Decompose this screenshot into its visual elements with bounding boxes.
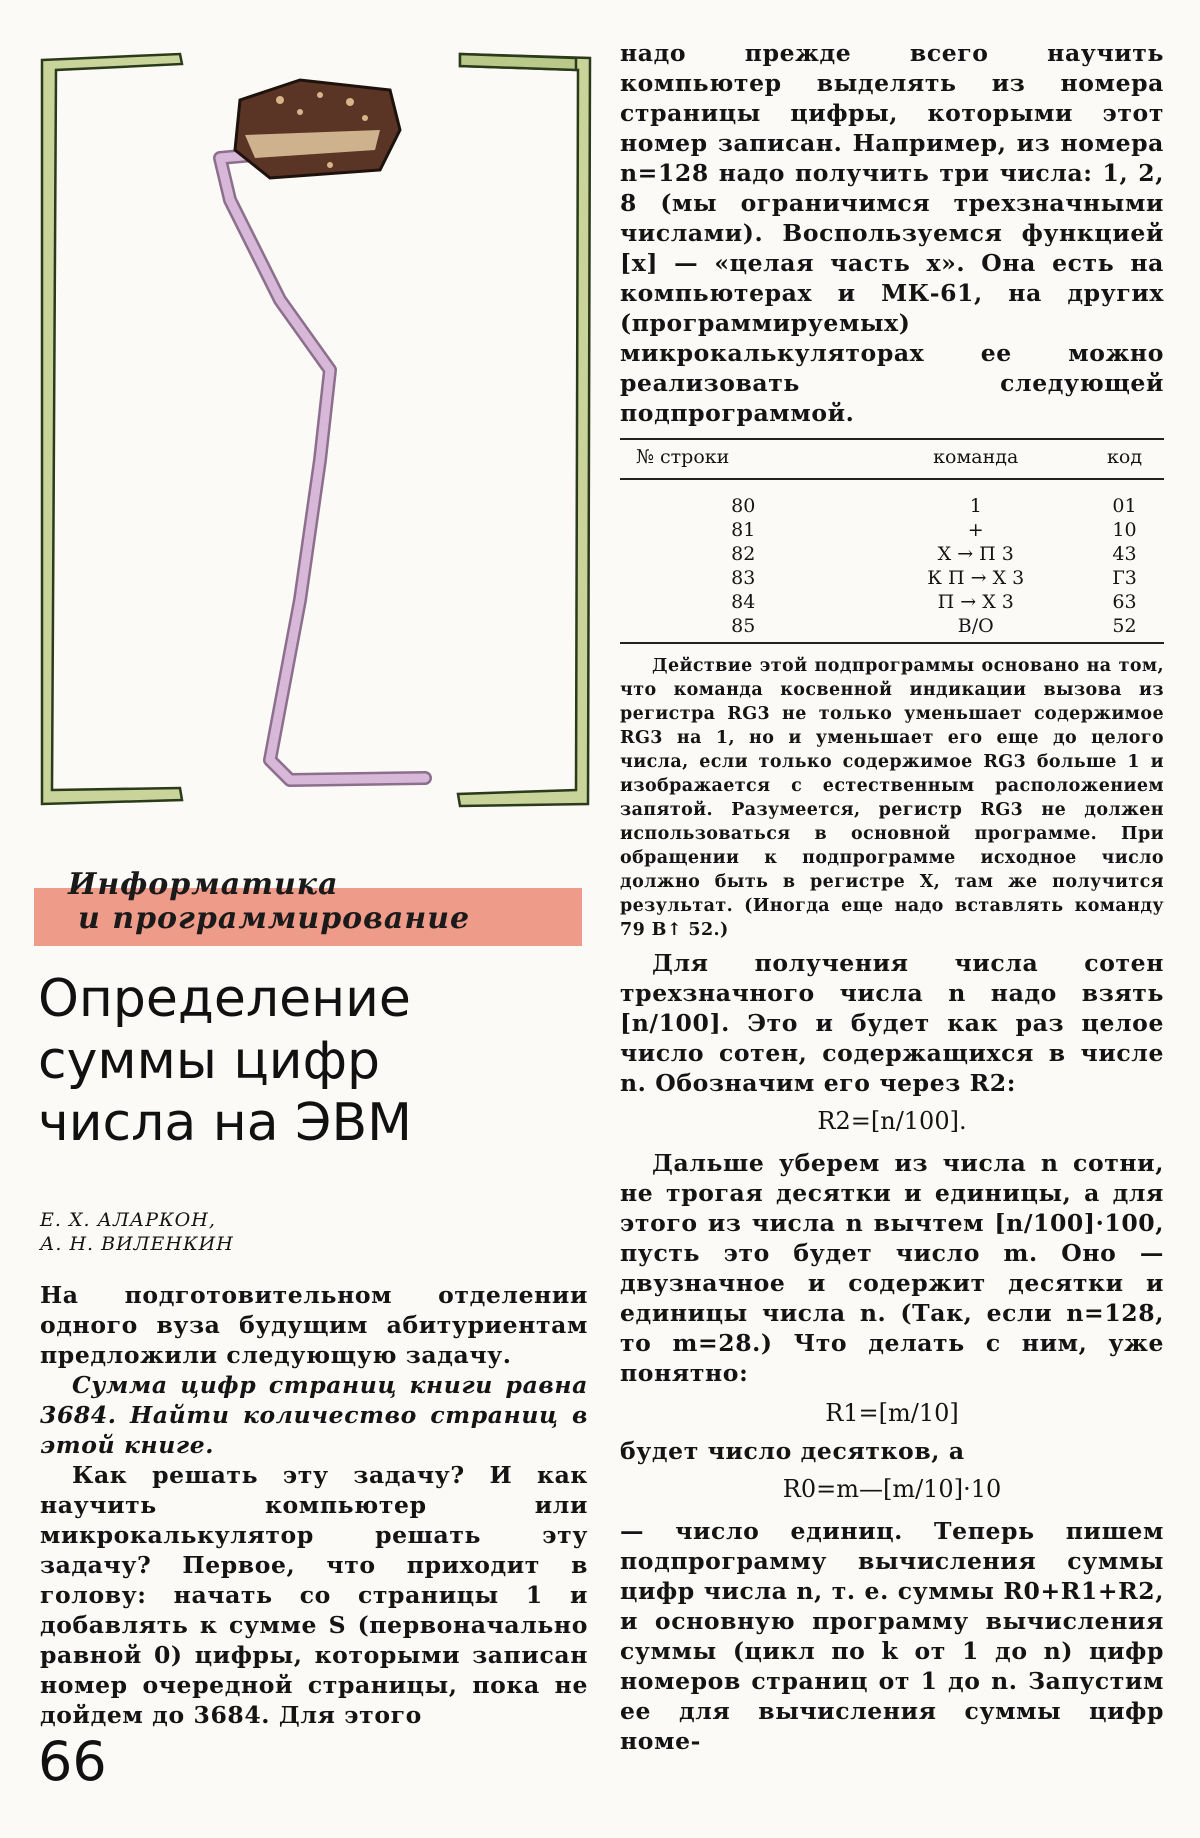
author-1: Е. Х. АЛАРКОН, [40,1209,216,1231]
table-row [620,590,1164,614]
cell-code: 01 [1112,495,1137,517]
author-2: А. Н. ВИЛЕНКИН [40,1233,234,1255]
rubric-line-2: и программирование [78,901,471,936]
rubric-line-1: Информатика [68,867,339,902]
cell-command: П → X 3 [937,591,1014,613]
cell-line: 84 [731,591,756,613]
table-row [620,542,1164,566]
cell-code: 63 [1112,591,1137,613]
cell-line: 81 [731,519,756,541]
right-paragraph-3: Дальше уберем из числа n сотни, не трогая десятки и единицы, а для этого из числа n вычтем [n/100]·100, пусть это будет число m. Оно — двузначное и содержит десятки и единицы числа n. (Так, если n=128, то m=28.) Что делать с ним, уже понятно: [620,1149,1164,1387]
formula-r2: R2=[n/100]. [817,1107,967,1135]
table-header-line: № строки [620,439,866,479]
sigma-illustration [30,40,605,820]
cell-command: X → П 3 [937,543,1014,565]
right-bracket [458,54,590,806]
subroutine-table [620,438,1164,644]
left-paragraph: Как решать эту задачу? И как научить компьютер или микрокалькулятор решать эту задачу? Первое, что приходит в голову: начать со страницы 1 и добавлять к сумме S (первоначально равной 0) цифры, которыми записан номер очередной страницы, пока не дойдем до 3684. Для этого [40,1461,588,1729]
left-bracket [42,54,182,804]
rubric-label [68,868,568,936]
article-title [38,968,598,1154]
cell-command: + [967,519,984,541]
title-line-2: суммы цифр [38,1031,381,1091]
top-right-stub [460,54,576,70]
table-row [620,479,1164,518]
text-between-formulas: будет число десятков, а [620,1437,965,1465]
table-row [620,518,1164,542]
cell-code: 52 [1085,614,1164,643]
cell-line: 80 [731,495,756,517]
cell-code: Г3 [1112,567,1137,589]
cell-command: В/О [866,614,1085,643]
cell-line: 83 [731,567,756,589]
table-row [620,566,1164,590]
table-header-code: код [1085,439,1164,479]
cell-code: 43 [1112,543,1137,565]
formula-r0: R0=m—[m/10]·10 [782,1475,1002,1503]
right-paragraph-2: Для получения числа сотен трехзначного числа n надо взять [n/100]. Это и будет как раз целое число сотен, содержащихся в числе n. Обозначим его через R2: [620,949,1164,1097]
task-statement: Сумма цифр страниц книги равна 3684. Найти количество страниц в этой книге. [40,1371,588,1459]
right-paragraph-4: — число единиц. Теперь пишем подпрограмму вычисления суммы цифр числа n, т. е. суммы R0+R1+R2, и основную программу вычисления суммы (цикл по k от 1 до n) цифр номеров страниц от 1 до n. Запустим ее для вычисления суммы цифр номе- [620,1517,1164,1755]
page-number: 66 [38,1730,107,1793]
table-note: Действие этой подпрограммы основано на том, что команда косвенной индикации вызова из регистра RG3 не только уменьшает содержимое RG3 на 1, но и уменьшает его еще до целого числа, если только содержимое RG3 больше 1 и изображается с естественным расположением запятой. Разумеется, регистр RG3 не должен использоваться в основной программе. При обращении к подпрограмме исходное число должно быть в регистре X, там же получится результат. (Иногда еще надо вставлять команду 79 В↑ 52.) [620,656,1164,940]
table-row [620,614,1164,643]
cell-line: 82 [731,543,756,565]
table-header-command: команда [866,439,1085,479]
cake-drawing [235,80,400,178]
left-column [40,1280,588,1730]
cell-command: К П → X 3 [927,567,1025,589]
intro-paragraph: На подготовительном отделении одного вуза будущим абитуриентам предложили следующую задачу. [40,1281,588,1369]
cell-code: 10 [1112,519,1137,541]
authors [40,1208,234,1256]
title-line-1: Определение [38,969,411,1029]
right-column [620,38,1164,1756]
cell-line: 85 [620,614,866,643]
cell-command: 1 [969,495,982,517]
right-paragraph-1: надо прежде всего научить компьютер выделять из номера страницы цифры, которыми этот номер записан. Например, из номера n=128 надо получить три числа: 1, 2, 8 (мы ограничимся трехзначными числами). Воспользуемся функцией [x] — «целая часть x». Она есть на компьютерах и МК-61, на других (программируемых) микрокалькуляторах ее можно реализовать следующей подпрограммой. [620,39,1164,427]
title-line-3: числа на ЭВМ [38,1093,412,1153]
formula-r1: R1=[m/10] [825,1399,959,1427]
